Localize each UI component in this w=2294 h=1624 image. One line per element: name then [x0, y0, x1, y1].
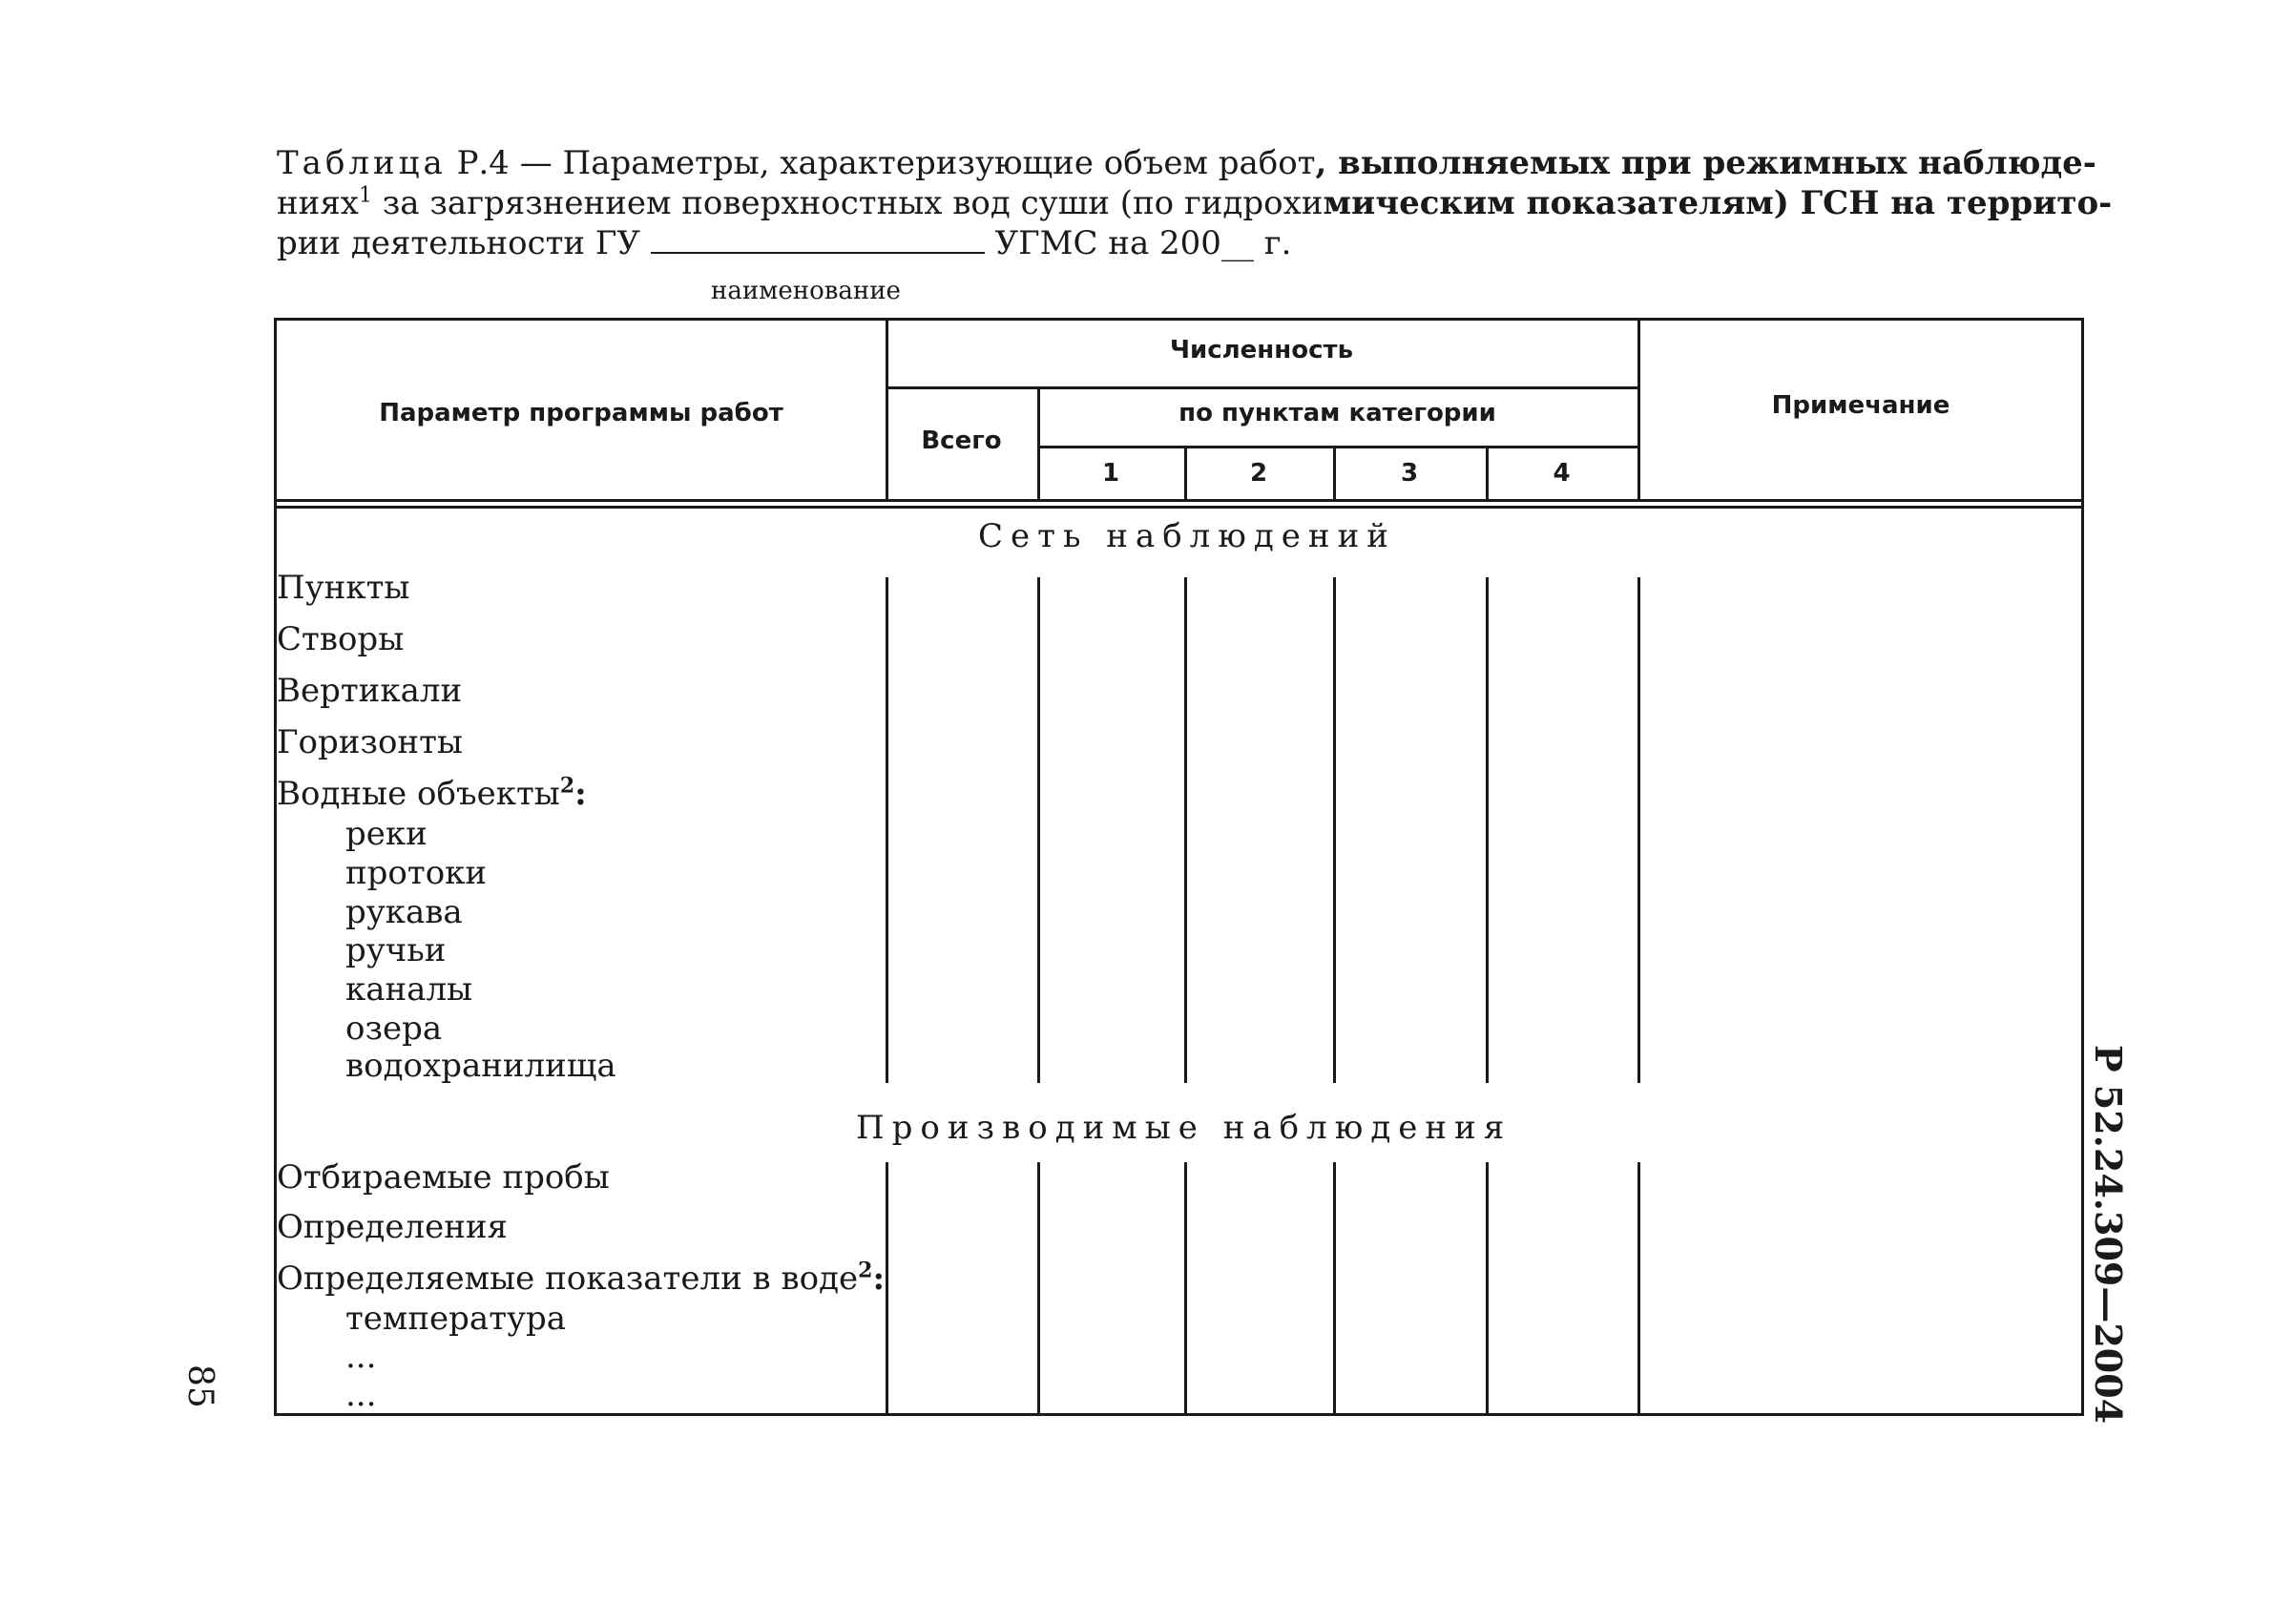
- column-divider: [1637, 1162, 1640, 1414]
- row-label-channels: протоки: [345, 854, 488, 892]
- row-label-determinations: Определения: [277, 1208, 508, 1246]
- column-header-total: Всего: [921, 427, 1002, 455]
- indicators-label: Определяемые показатели в воде: [277, 1260, 859, 1298]
- name-blank-field: [651, 223, 985, 254]
- row-label-water-objects: [277, 775, 587, 813]
- caption-footnote-1: 1: [358, 183, 372, 208]
- page-number: 85: [180, 1364, 219, 1408]
- column-divider: [886, 1162, 888, 1414]
- row-label-canals: каналы: [345, 970, 473, 1009]
- column-divider: [1037, 1162, 1040, 1414]
- caption-text-2c: мическим показателям) ГСН на террито-: [1323, 184, 2113, 222]
- row-label-temperature: температура: [345, 1300, 567, 1338]
- caption-text-2b: за загрязнением поверхностных вод суши (по гидрохи: [371, 184, 1324, 222]
- column-header-category-4: 4: [1553, 459, 1571, 488]
- header-bottom-rule: [274, 506, 2084, 509]
- row-label-points: Пункты: [277, 569, 410, 607]
- row-label-ellipsis-1: ...: [345, 1338, 377, 1376]
- water-objects-label: Водные объекты: [277, 775, 560, 813]
- column-header-category-3: 3: [1400, 459, 1419, 488]
- column-divider: [886, 577, 888, 1083]
- column-divider: [1184, 1162, 1187, 1414]
- column-header-note: Примечание: [1771, 391, 1950, 420]
- column-header-parameter: Параметр программы работ: [379, 399, 783, 427]
- row-label-sections: Створы: [277, 620, 405, 658]
- caption-line-3: [277, 223, 2090, 263]
- column-divider: [1037, 577, 1040, 1083]
- indicators-footnote: 2: [858, 1258, 873, 1283]
- water-objects-colon: :: [574, 775, 587, 813]
- row-label-rivers: реки: [345, 815, 428, 853]
- caption-text-2a: ниях: [277, 184, 359, 222]
- row-label-branches: рукава: [345, 893, 463, 931]
- caption-label: Таблица: [277, 144, 447, 182]
- row-label-streams: ручьи: [345, 931, 447, 969]
- section-title-observations: Производимые наблюдения: [856, 1109, 1512, 1147]
- header-bottom-rule: [274, 499, 2084, 502]
- column-divider: [1184, 577, 1187, 1083]
- indicators-colon: :: [872, 1260, 886, 1298]
- column-header-count: Численность: [1169, 336, 1354, 364]
- column-divider: [1486, 1162, 1489, 1414]
- column-divider: [1637, 577, 1640, 1083]
- header-divider: [1037, 446, 1637, 448]
- section-title-network: Сеть наблюдений: [978, 517, 1396, 555]
- column-header-category-1: 1: [1101, 459, 1120, 488]
- column-divider: [1333, 1162, 1336, 1414]
- water-objects-footnote: 2: [559, 773, 575, 799]
- column-divider: [1333, 577, 1336, 1083]
- caption-text-3b: УГМС на 200__ г.: [984, 224, 1292, 262]
- caption-line-1: [277, 143, 2096, 183]
- caption-line-2: [277, 183, 2113, 223]
- row-label-indicators: [277, 1260, 885, 1298]
- column-header-by-category: по пунктам категории: [1178, 399, 1496, 427]
- document-code: Р 52.24.309—2004: [2087, 1045, 2130, 1425]
- caption-text-1b: , выполняемых при режимных наблюде-: [1315, 144, 2096, 182]
- row-label-verticals: Вертикали: [277, 672, 463, 710]
- row-label-horizons: Горизонты: [277, 723, 463, 761]
- blank-sublabel: наименование: [711, 277, 901, 305]
- caption-text-3a: рии деятельности ГУ: [277, 224, 651, 262]
- row-label-reservoirs: водохранилища: [345, 1047, 616, 1085]
- row-label-lakes: озера: [345, 1010, 443, 1048]
- column-header-category-2: 2: [1249, 459, 1268, 488]
- column-divider: [1486, 577, 1489, 1083]
- row-label-ellipsis-2: ...: [345, 1376, 377, 1414]
- table-caption: [277, 143, 2113, 263]
- caption-text-1a: Р.4 — Параметры, характеризующие объем работ: [446, 144, 1316, 182]
- header-divider: [886, 386, 1637, 389]
- row-label-samples: Отбираемые пробы: [277, 1158, 610, 1197]
